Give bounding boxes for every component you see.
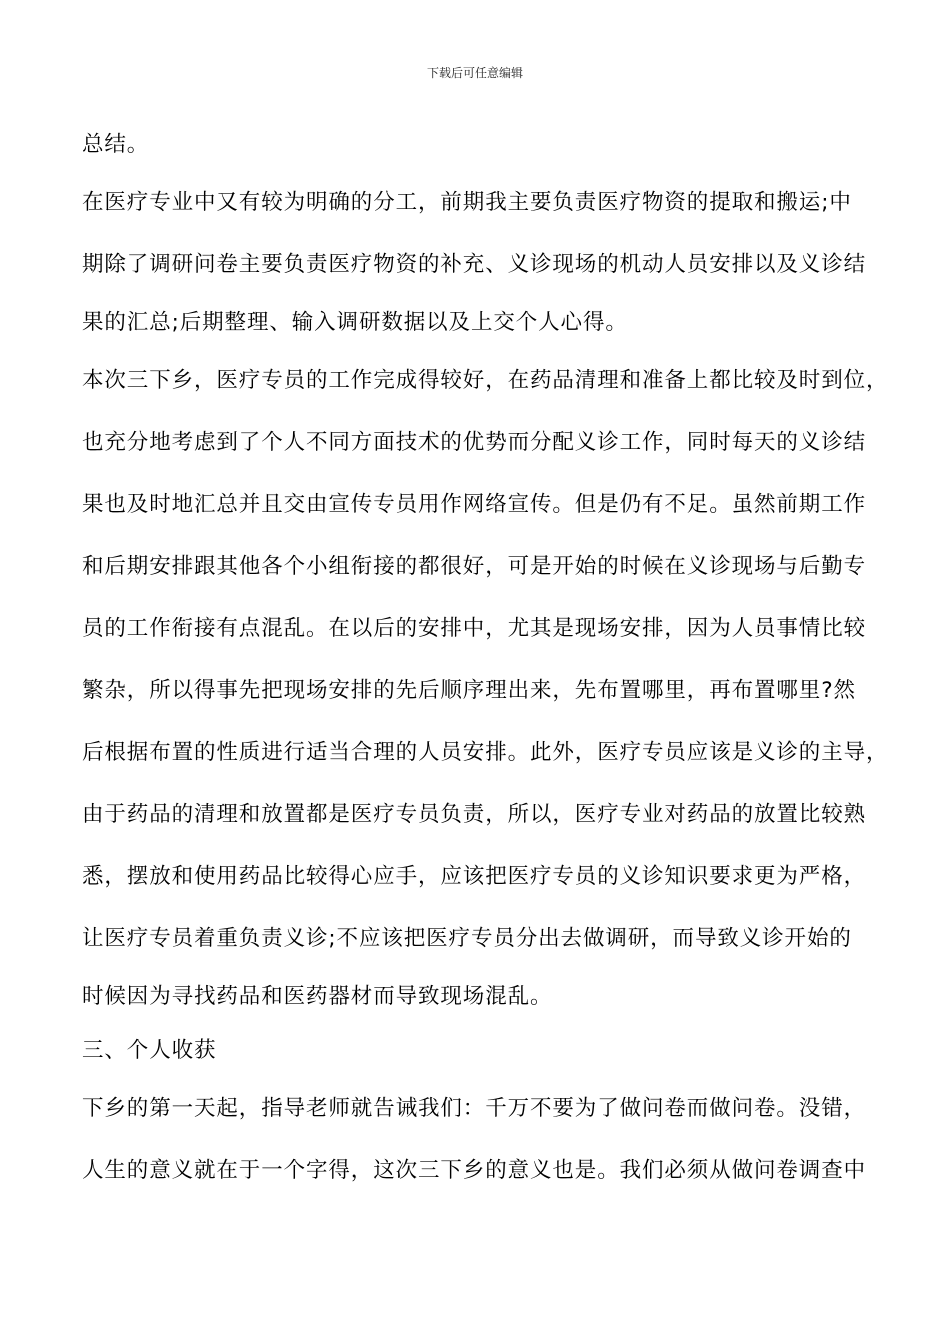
text-line: 时候因为寻找药品和医药器材而导致现场混乱。 (82, 984, 553, 1009)
text-line: 和后期安排跟其他各个小组衔接的都很好，可是开始的时候在义诊现场与后勤专 (82, 554, 867, 579)
text-line: 后根据布置的性质进行适当合理的人员安排。此外，医疗专员应该是义诊的主导， (82, 740, 889, 765)
text-line: 也充分地考虑到了个人不同方面技术的优势而分配义诊工作，同时每天的义诊结 (82, 430, 867, 455)
document-body (82, 118, 889, 1202)
text-line: 果也及时地汇总并且交由宣传专员用作网络宣传。但是仍有不足。虽然前期工作 (82, 492, 867, 517)
section-heading: 三、个人收获 (82, 1038, 217, 1063)
text-line: 人生的意义就在于一个字得，这次三下乡的意义也是。我们必须从做问卷调查中 (82, 1158, 867, 1183)
text-line: 让医疗专员着重负责义诊;不应该把医疗专员分出去做调研，而导致义诊开始的 (82, 926, 852, 951)
text-line: 总结。 (82, 132, 150, 157)
text-line: 悉，摆放和使用药品比较得心应手，应该把医疗专员的义诊知识要求更为严格， (82, 864, 867, 889)
text-line: 员的工作衔接有点混乱。在以后的安排中，尤其是现场安排，因为人员事情比较 (82, 616, 867, 641)
page-header: 下载后可任意编辑 (426, 66, 523, 80)
text-line: 由于药品的清理和放置都是医疗专员负责，所以，医疗专业对药品的放置比较熟 (82, 802, 867, 827)
text-line: 繁杂，所以得事先把现场安排的先后顺序理出来，先布置哪里，再布置哪里?然 (82, 678, 856, 703)
text-line: 在医疗专业中又有较为明确的分工，前期我主要负责医疗物资的提取和搬运;中 (82, 190, 852, 215)
text-line: 下乡的第一天起，指导老师就告诫我们：千万不要为了做问卷而做问卷。没错， (82, 1096, 867, 1121)
text-line: 果的汇总;后期整理、输入调研数据以及上交个人心得。 (82, 310, 628, 335)
text-line: 期除了调研问卷主要负责医疗物资的补充、义诊现场的机动人员安排以及义诊结 (82, 252, 867, 277)
text-line: 本次三下乡，医疗专员的工作完成得较好，在药品清理和准备上都比较及时到位， (82, 368, 889, 393)
